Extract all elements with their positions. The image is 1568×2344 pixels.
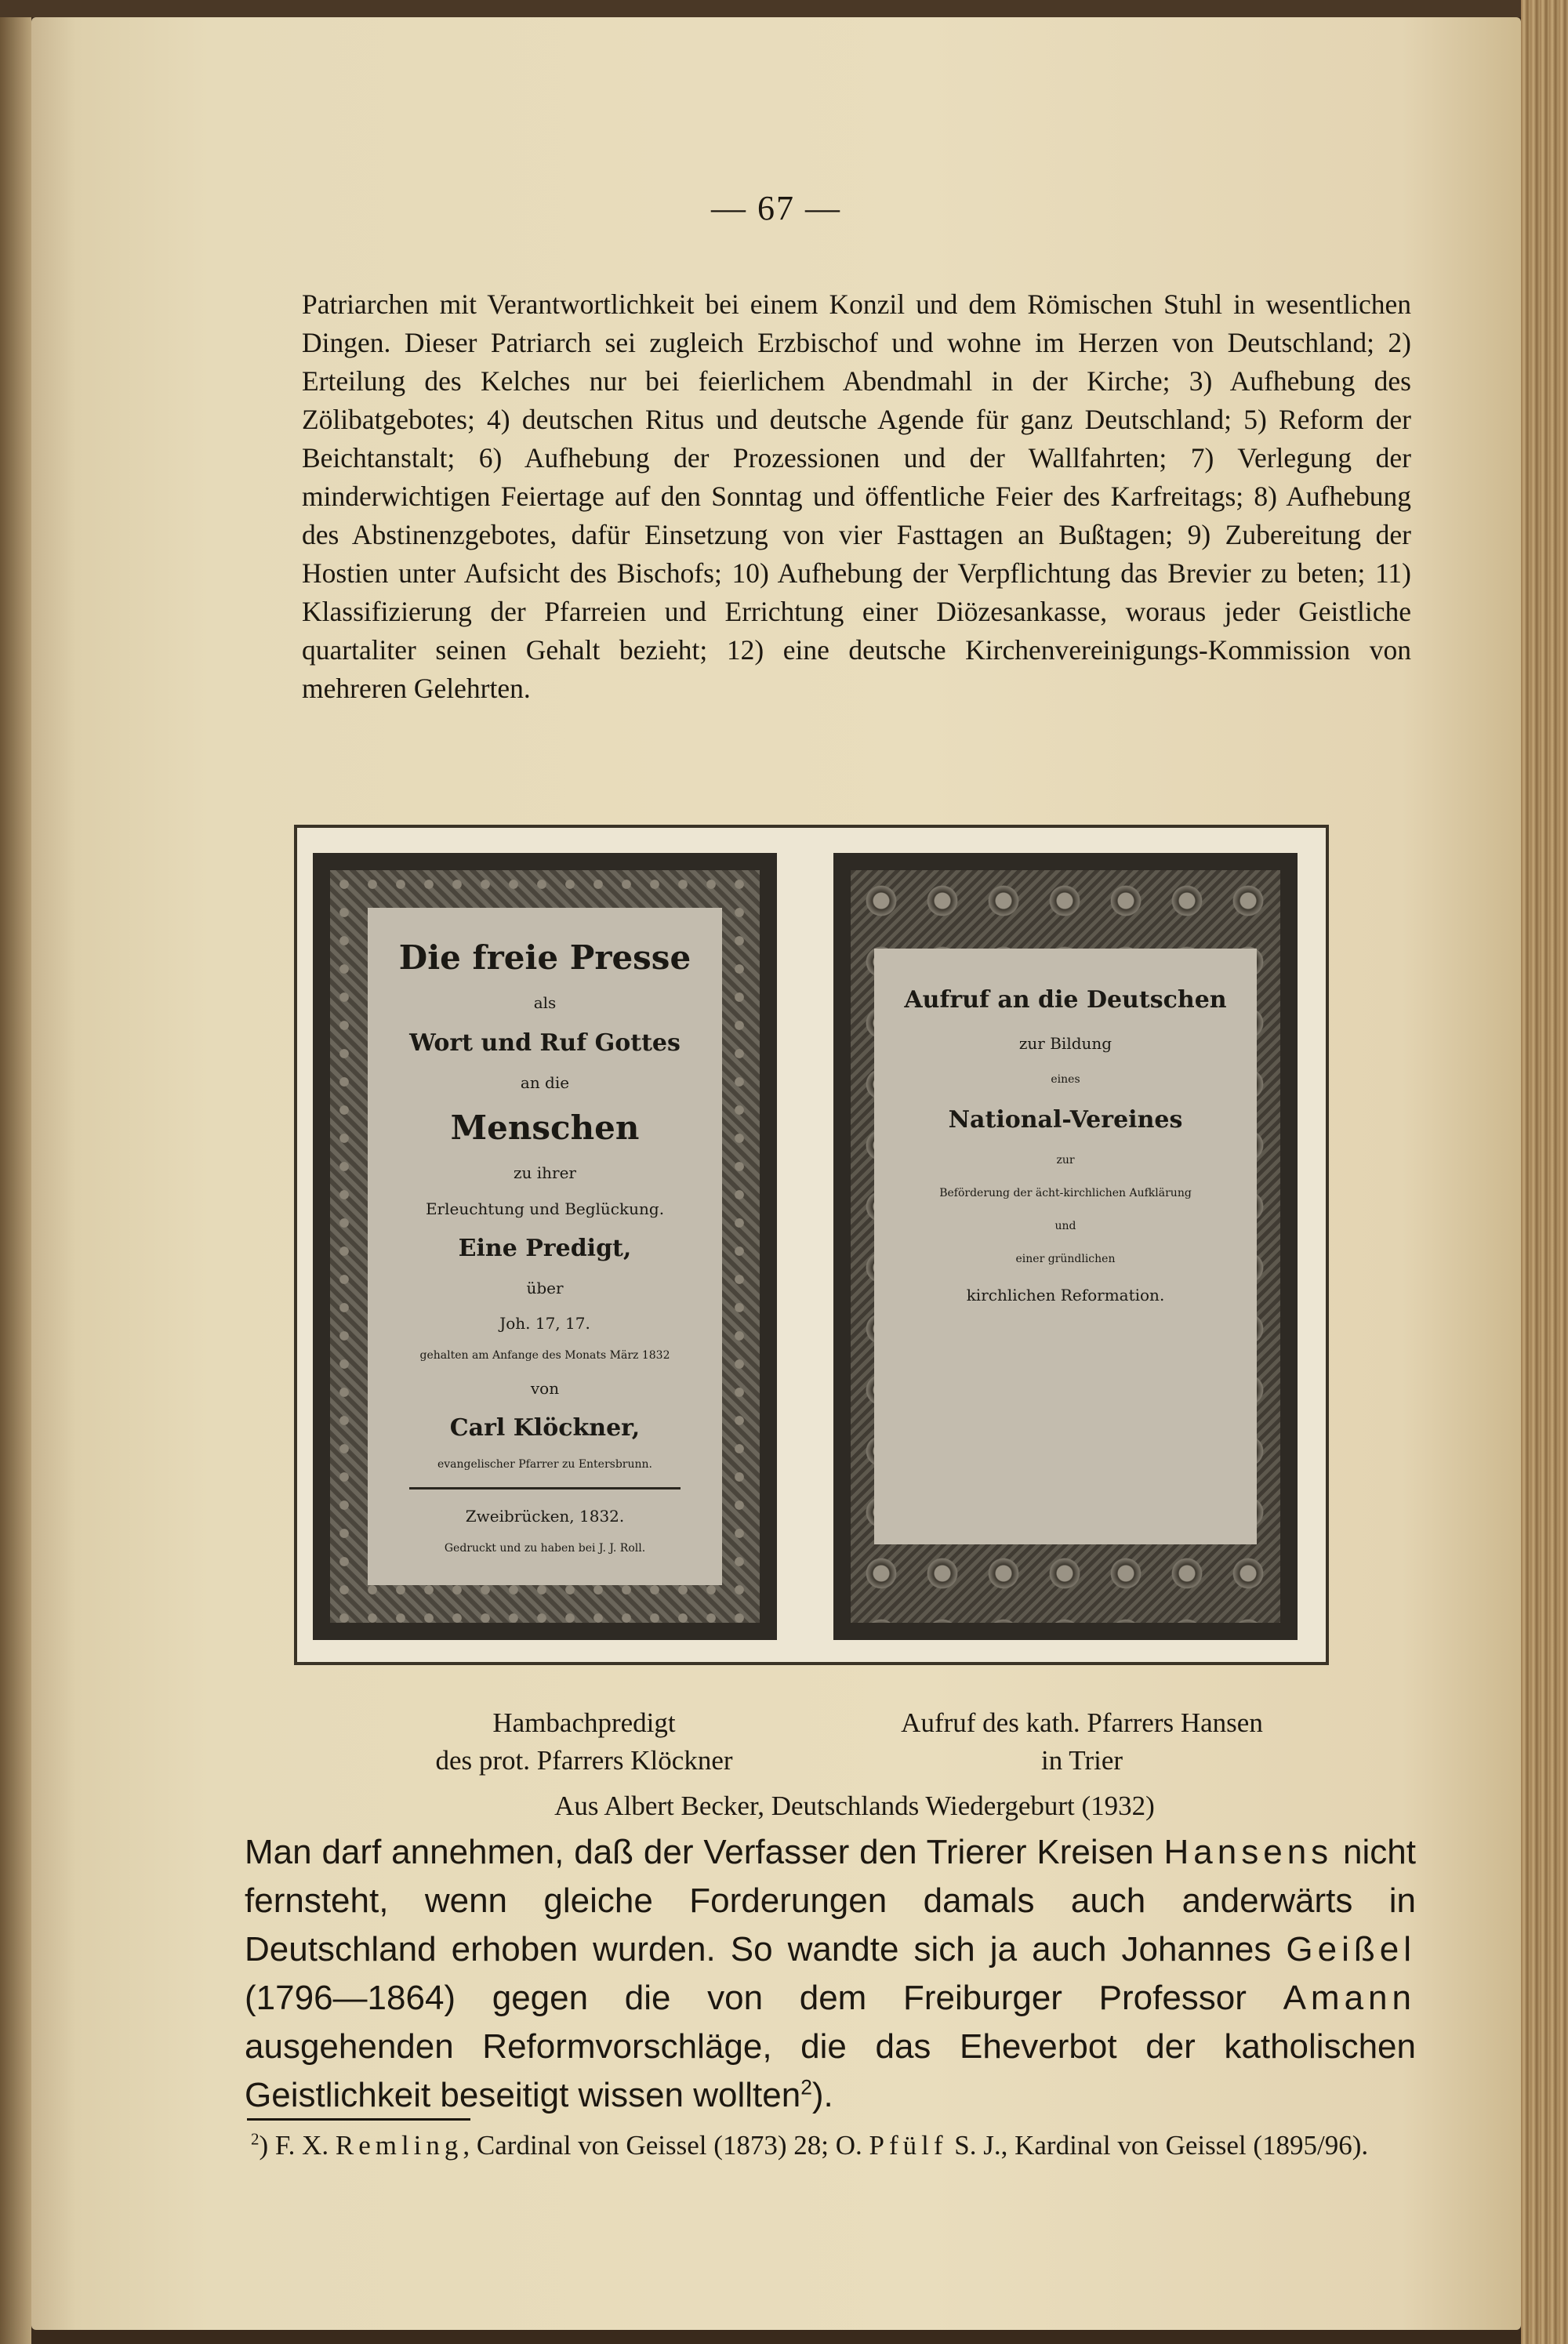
caption-left [361,1704,808,1780]
lower-text: nicht fernsteht, wenn gleiche Forderungen damals auch anderwärts in Deutschland erhoben wurden. So wandte sich ja auch Johannes [245,1833,1416,1968]
plate-left-line: Gedruckt und zu haben bei J. J. Roll. [444,1541,646,1555]
plate-left-line: zu ihrer [513,1163,576,1183]
plate-right-line: kirchlichen Reformation. [966,1286,1165,1304]
name-amann: Amann [1283,1979,1416,2017]
name-remling: Remling [335,2130,463,2161]
plate-left-line: Zweibrücken, 1832. [465,1506,625,1526]
plate-left-line: Die freie Presse [398,938,691,978]
plate-hambachpredigt [313,853,777,1640]
plate-right-inner [874,949,1257,1544]
upper-paragraph: Patriarchen mit Verantwortlichkeit bei einem Konzil und dem Römischen Stuhl in wesentlichen Dingen. Dieser Patriarch sei zugleich Erzbischof und wohne im Herzen von Deutschland; 2) Erteilung des Kelches nur bei feierlichem Abendmahl in der Kirche; 3) Aufhebung des Zölibatgebotes; 4) deutschen Ritus und deutsche Agende für ganz Deutschland; 5) Reform der Beichtanstalt; 6) Aufhebung der Prozessionen und der Wallfahrten; 7) Verlegung der minderwichtigen Feiertage auf den Sonntag und öffentliche Feier des Karfreitags; 8) Aufhebung des Abstinenzgebotes, dafür Einsetzung von vier Fasttagen an Bußtagen; 9) Zubereitung der Hostien unter Aufsicht des Bischofs; 10) Aufhebung der Verpflichtung das Brevier zu beten; 11) Klassifizierung der Pfarreien und Errichtung einer Diözesankasse, woraus jeder Geistliche quartaliter seinen Gehalt bezieht; 12) eine deutsche Kirchenvereinigungs-Kommission von mehreren Gelehrten. [302,288,1411,704]
plate-left-line: Erleuchtung und Beglückung. [425,1199,665,1218]
plate-right-line: zur Bildung [1018,1034,1112,1053]
figure-title-pages [294,825,1329,1665]
plate-left-line: Joh. 17, 17. [499,1314,590,1333]
plate-right-line: Aufruf an die Deutschen [904,986,1227,1014]
plate-left-line: über [526,1278,564,1297]
caption-right-line: Aufruf des kath. Pfarrers Hansen [901,1707,1263,1738]
name-pfuelf: Pfülf [869,2130,948,2161]
book-page-edges [1521,0,1568,2344]
figure-source: Aus Albert Becker, Deutschlands Wiedergeburt (1932) [554,1791,1155,1821]
caption-right [815,1704,1348,1780]
footnote-text: , Cardinal von Geissel (1873) 28; O. [463,2130,869,2161]
caption-right-line: in Trier [1040,1745,1123,1776]
ornamental-border [330,870,760,1623]
ornamental-rule [409,1487,681,1489]
plate-left-line: Eine Predigt, [458,1234,632,1262]
plate-right-line: National-Vereines [948,1106,1183,1134]
lower-paragraph [245,1828,1416,2120]
footnote-divider [247,2118,470,2121]
plate-aufruf [833,853,1298,1640]
lower-text: Man darf annehmen, daß der Verfasser den Trierer Kreisen [245,1833,1164,1871]
plate-left-line: gehalten am Anfange des Monats März 1832 [419,1349,670,1362]
footnote-text: S. J., Kardinal von Geissel (1895/96). [947,2130,1369,2161]
book-spine [0,0,31,2344]
footnote-marker: 2 [251,2129,260,2149]
caption-left-line: Hambachpredigt [492,1707,676,1738]
plate-right-line: eines [1051,1073,1080,1086]
plate-left-line: Carl Klöckner, [449,1413,641,1442]
footnote [251,2126,1416,2164]
plate-left-line: Wort und Ruf Gottes [409,1029,681,1057]
plate-left-inner [368,908,722,1585]
name-hansen: Hansens [1163,1833,1334,1871]
scan-top-edge [0,0,1568,17]
lower-text: ). [811,2076,833,2114]
plate-right-line: zur [1056,1154,1075,1167]
book-page [31,17,1521,2330]
plate-left-line: von [530,1378,560,1398]
plate-right-line: und [1054,1220,1076,1232]
caption-left-line: des prot. Pfarrers Klöckner [435,1745,733,1776]
plate-left-line: evangelischer Pfarrer zu Entersbrunn. [437,1458,652,1471]
footnote-text: ) F. X. [259,2130,336,2161]
plate-left-line: Menschen [450,1109,640,1148]
footnote-reference[interactable]: 2 [800,2075,812,2099]
lower-text: ausgehenden Reformvorschläge, die das Eheverbot der katholischen Geistlichkeit beseitigt wissen wollten [245,2027,1416,2114]
page-number: — 67 — [711,189,841,227]
plate-left-line: an die [520,1072,570,1092]
lower-text: (1796—1864) gegen die von dem Freiburger Professor [245,1979,1283,2017]
name-geissel: Geißel [1286,1930,1416,1968]
plate-left-line: als [533,993,557,1013]
plate-right-line: Beförderung der ächt-kirchlichen Aufklärung [939,1187,1192,1199]
plate-right-line: einer gründlichen [1015,1253,1116,1265]
ornamental-border [851,870,1280,1623]
